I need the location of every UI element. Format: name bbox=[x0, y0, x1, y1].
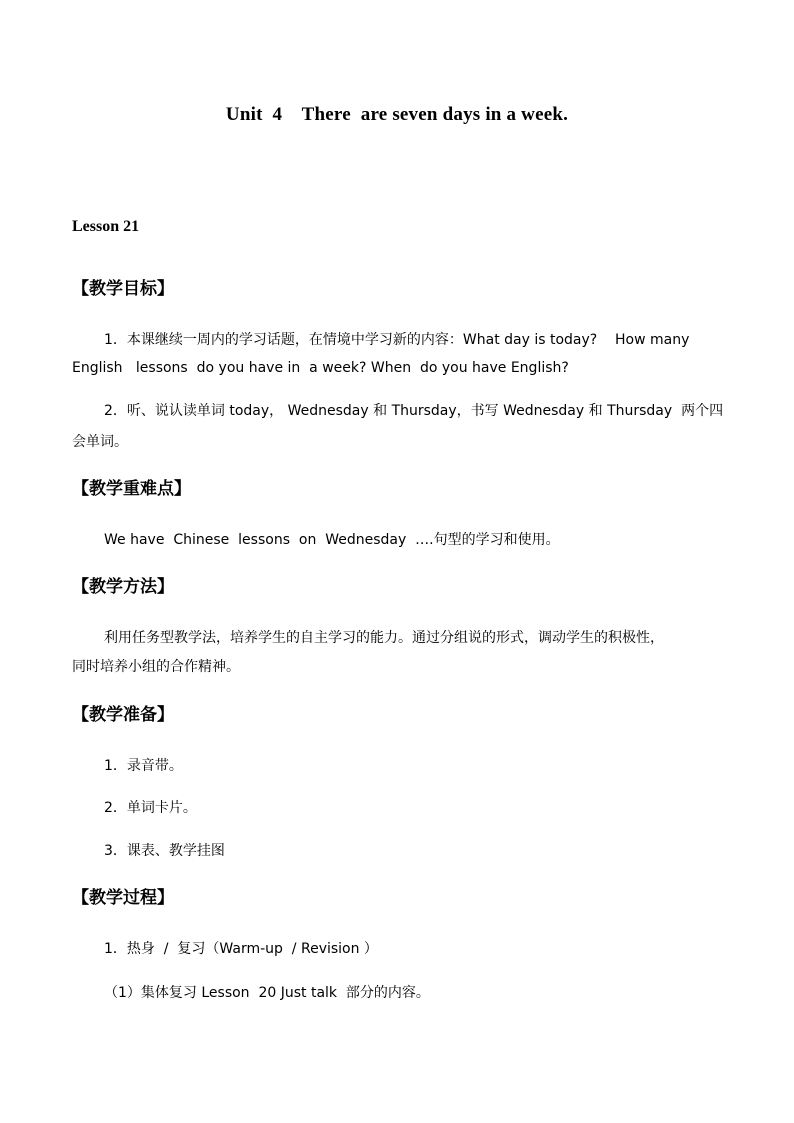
heading-teaching-methods: 【教学方法】 bbox=[72, 577, 174, 597]
goal-item-1-line-2: English lessons do you have in a week? When do you have English? bbox=[72, 360, 569, 376]
methods-line-2: 同时培养小组的合作精神。 bbox=[72, 659, 240, 675]
methods-line-1: 利用任务型教学法，培养学生的自主学习的能力。通过分组说的形式，调动学生的积极性， bbox=[104, 630, 664, 646]
goal-item-2-line-2: 会单词。 bbox=[72, 434, 128, 450]
heading-teaching-goals: 【教学目标】 bbox=[72, 279, 174, 299]
preparation-item-3: 3．课表、教学挂图 bbox=[104, 843, 225, 859]
process-step-1: 1．热身 / 复习（Warm-up / Revision ） bbox=[104, 941, 378, 957]
process-step-1-sub-1: （1）集体复习 Lesson 20 Just talk 部分的内容。 bbox=[104, 985, 430, 1001]
heading-teaching-process: 【教学过程】 bbox=[72, 888, 174, 908]
goal-item-2-line-1: 2．听、说认读单词 today， Wednesday 和 Thursday，书写 Wednesday 和 Thursday 两个四 bbox=[104, 403, 724, 419]
preparation-item-2: 2．单词卡片。 bbox=[104, 800, 197, 816]
goal-item-1-line-1: 1．本课继续一周内的学习话题，在情境中学习新的内容：What day is today? How many bbox=[104, 332, 690, 348]
heading-teaching-preparation: 【教学准备】 bbox=[72, 705, 174, 725]
preparation-item-1: 1．录音带。 bbox=[104, 758, 183, 774]
lesson-label: Lesson 21 bbox=[72, 218, 140, 235]
unit-title: Unit 4 There are seven days in a week. bbox=[225, 104, 569, 125]
heading-key-points: 【教学重难点】 bbox=[72, 479, 191, 499]
key-points-text: We have Chinese lessons on Wednesday ….句型的学习和使用。 bbox=[104, 532, 560, 548]
